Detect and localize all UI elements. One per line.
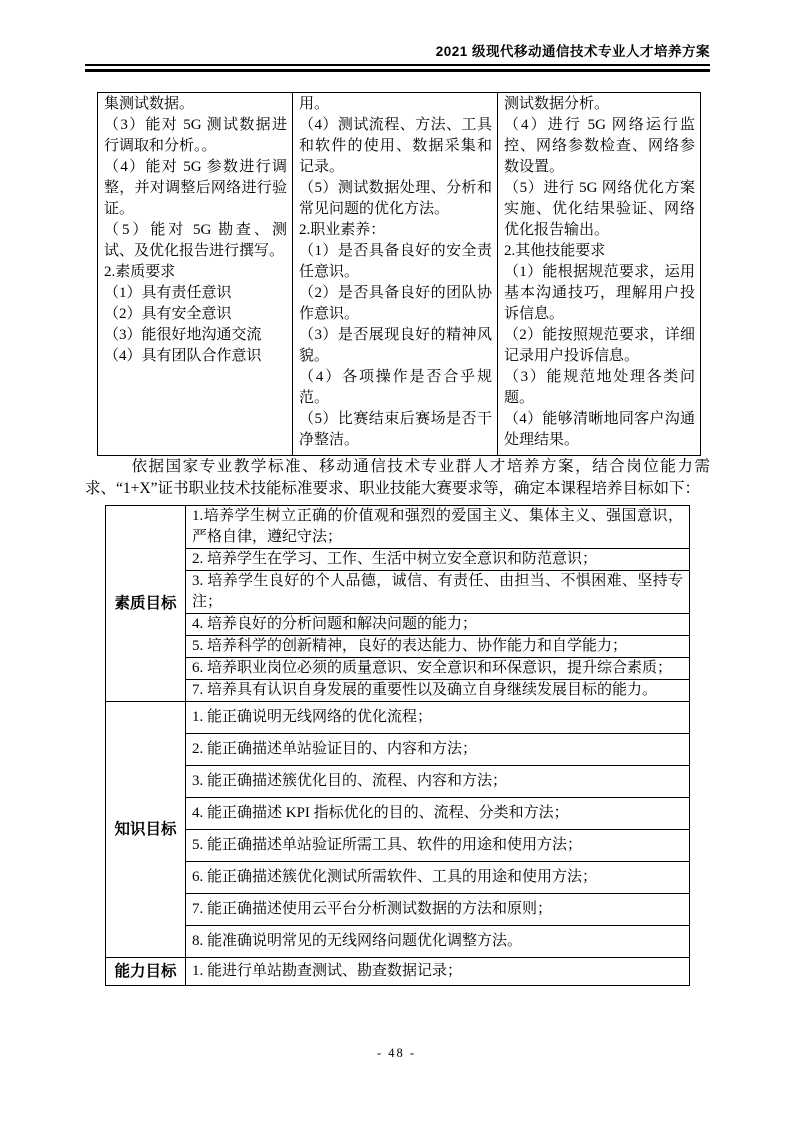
goal-row bbox=[106, 862, 690, 894]
cell-paragraph: （5）能对 5G 勘查、测试、及优化报告进行撰写。 bbox=[104, 222, 287, 259]
cell-paragraph: （4）各项操作是否合乎规范。 bbox=[299, 369, 492, 406]
cell-paragraph: （2）能按照规范要求，详细记录用户投诉信息。 bbox=[504, 327, 695, 364]
goal-row bbox=[106, 680, 690, 702]
cell-paragraph: （4）进行 5G 网络运行监控、网络参数检查、网络参数设置。 bbox=[504, 117, 695, 175]
goal-item: 5. 能正确描述单站验证所需工具、软件的用途和使用方法； bbox=[186, 830, 690, 862]
goal-item: 4. 培养良好的分析问题和解决问题的能力； bbox=[186, 614, 690, 636]
cell-paragraph: （4）测试流程、方法、工具和软件的使用、数据采集和记录。 bbox=[299, 117, 492, 175]
cell-paragraph: （4）能对 5G 参数进行调整，并对调整后网络进行验证。 bbox=[104, 159, 287, 217]
cell-paragraph: （2）具有安全意识 bbox=[104, 306, 232, 322]
goal-item: 7. 能正确描述使用云平台分析测试数据的方法和原则； bbox=[186, 894, 690, 926]
cell-paragraph: （1）能根据规范要求，运用基本沟通技巧，理解用户投诉信息。 bbox=[504, 264, 695, 322]
goal-section-label: 知识目标 bbox=[106, 702, 186, 958]
goal-item: 3. 培养学生良好的个人品德，诚信、有责任、由担当、不惧困难、坚持专注； bbox=[186, 571, 690, 614]
cell-paragraph: （5）比赛结束后赛场是否干净整洁。 bbox=[299, 411, 492, 448]
goal-row bbox=[106, 702, 690, 734]
goal-row bbox=[106, 830, 690, 862]
cell-paragraph: （3）能很好地沟通交流 bbox=[104, 327, 262, 343]
cell-paragraph: （1）是否具备良好的安全责任意识。 bbox=[299, 243, 492, 280]
cell-paragraph: 2.其他技能要求 bbox=[504, 243, 606, 259]
requirements-col-2 bbox=[293, 93, 498, 456]
goal-item: 2. 培养学生在学习、工作、生活中树立安全意识和防范意识； bbox=[186, 549, 690, 571]
goal-item: 1. 能正确说明无线网络的优化流程； bbox=[186, 702, 690, 734]
cell-paragraph: （4）具有团队合作意识 bbox=[104, 348, 262, 364]
requirements-col-1 bbox=[98, 93, 293, 456]
cell-paragraph: （5）进行 5G 网络优化方案实施、优化结果验证、网络优化报告输出。 bbox=[504, 180, 695, 238]
goal-row bbox=[106, 506, 690, 549]
goal-item: 6. 能正确描述簇优化测试所需软件、工具的用途和使用方法； bbox=[186, 862, 690, 894]
cell-paragraph: （3）能规范地处理各类问题。 bbox=[504, 369, 695, 406]
cell-paragraph: （2）是否具备良好的团队协作意识。 bbox=[299, 285, 492, 322]
goal-row bbox=[106, 766, 690, 798]
header-rule bbox=[85, 64, 710, 72]
goal-item: 2. 能正确描述单站验证目的、内容和方法； bbox=[186, 734, 690, 766]
page-number: - 48 - bbox=[376, 1046, 417, 1060]
goal-section-label: 能力目标 bbox=[106, 958, 186, 986]
cell-paragraph: （3）是否展现良好的精神风貌。 bbox=[299, 327, 492, 364]
goal-row bbox=[106, 658, 690, 680]
cell-paragraph: （3）能对 5G 测试数据进行调取和分析。。 bbox=[104, 117, 287, 154]
goal-item: 1. 能进行单站勘查测试、勘查数据记录； bbox=[186, 958, 690, 986]
requirements-col-3 bbox=[498, 93, 701, 456]
goal-row bbox=[106, 636, 690, 658]
requirements-table bbox=[97, 92, 701, 456]
goal-row bbox=[106, 549, 690, 571]
cell-paragraph: 2.职业素养： bbox=[299, 222, 386, 238]
goal-item: 1.培养学生树立正确的价值观和强烈的爱国主义、集体主义、强国意识，严格自律，遵纪守法； bbox=[186, 506, 690, 549]
goal-row bbox=[106, 894, 690, 926]
header-title: 2021 级现代移动通信技术专业人才培养方案 bbox=[435, 44, 710, 59]
cell-paragraph: 集测试数据。 bbox=[104, 96, 195, 112]
goal-row bbox=[106, 571, 690, 614]
goal-item: 7. 培养具有认识自身发展的重要性以及确立自身继续发展目标的能力。 bbox=[186, 680, 690, 702]
goal-row bbox=[106, 958, 690, 986]
goal-row bbox=[106, 614, 690, 636]
intro-paragraph: 依据国家专业教学标准、移动通信技术专业群人才培养方案，结合岗位能力需求、“1+X”证书职业技术技能标准要求、职业技能大赛要求等，确定本课程培养目标如下： bbox=[85, 458, 710, 497]
goal-item: 4. 能正确描述 KPI 指标优化的目的、流程、分类和方法； bbox=[186, 798, 690, 830]
goal-item: 3. 能正确描述簇优化目的、流程、内容和方法； bbox=[186, 766, 690, 798]
goal-item: 6. 培养职业岗位必须的质量意识、安全意识和环保意识，提升综合素质； bbox=[186, 658, 690, 680]
goals-table bbox=[105, 505, 690, 986]
goal-row bbox=[106, 734, 690, 766]
goal-row bbox=[106, 798, 690, 830]
cell-paragraph: （4）能够清晰地同客户沟通处理结果。 bbox=[504, 411, 695, 448]
cell-paragraph: （1）具有责任意识 bbox=[104, 285, 232, 301]
cell-paragraph: 测试数据分析。 bbox=[504, 96, 610, 112]
goal-section-label: 素质目标 bbox=[106, 506, 186, 702]
requirements-row bbox=[98, 93, 701, 456]
goal-item: 5. 培养科学的创新精神，良好的表达能力、协作能力和自学能力； bbox=[186, 636, 690, 658]
cell-paragraph: 用。 bbox=[299, 96, 330, 112]
goals-table-body bbox=[106, 506, 690, 986]
cell-paragraph: 2.素质要求 bbox=[104, 264, 176, 280]
cell-paragraph: （5）测试数据处理、分析和常见问题的优化方法。 bbox=[299, 180, 492, 217]
page-header bbox=[85, 42, 710, 72]
goal-item: 8. 能准确说明常见的无线网络问题优化调整方法。 bbox=[186, 926, 690, 958]
goal-row bbox=[106, 926, 690, 958]
